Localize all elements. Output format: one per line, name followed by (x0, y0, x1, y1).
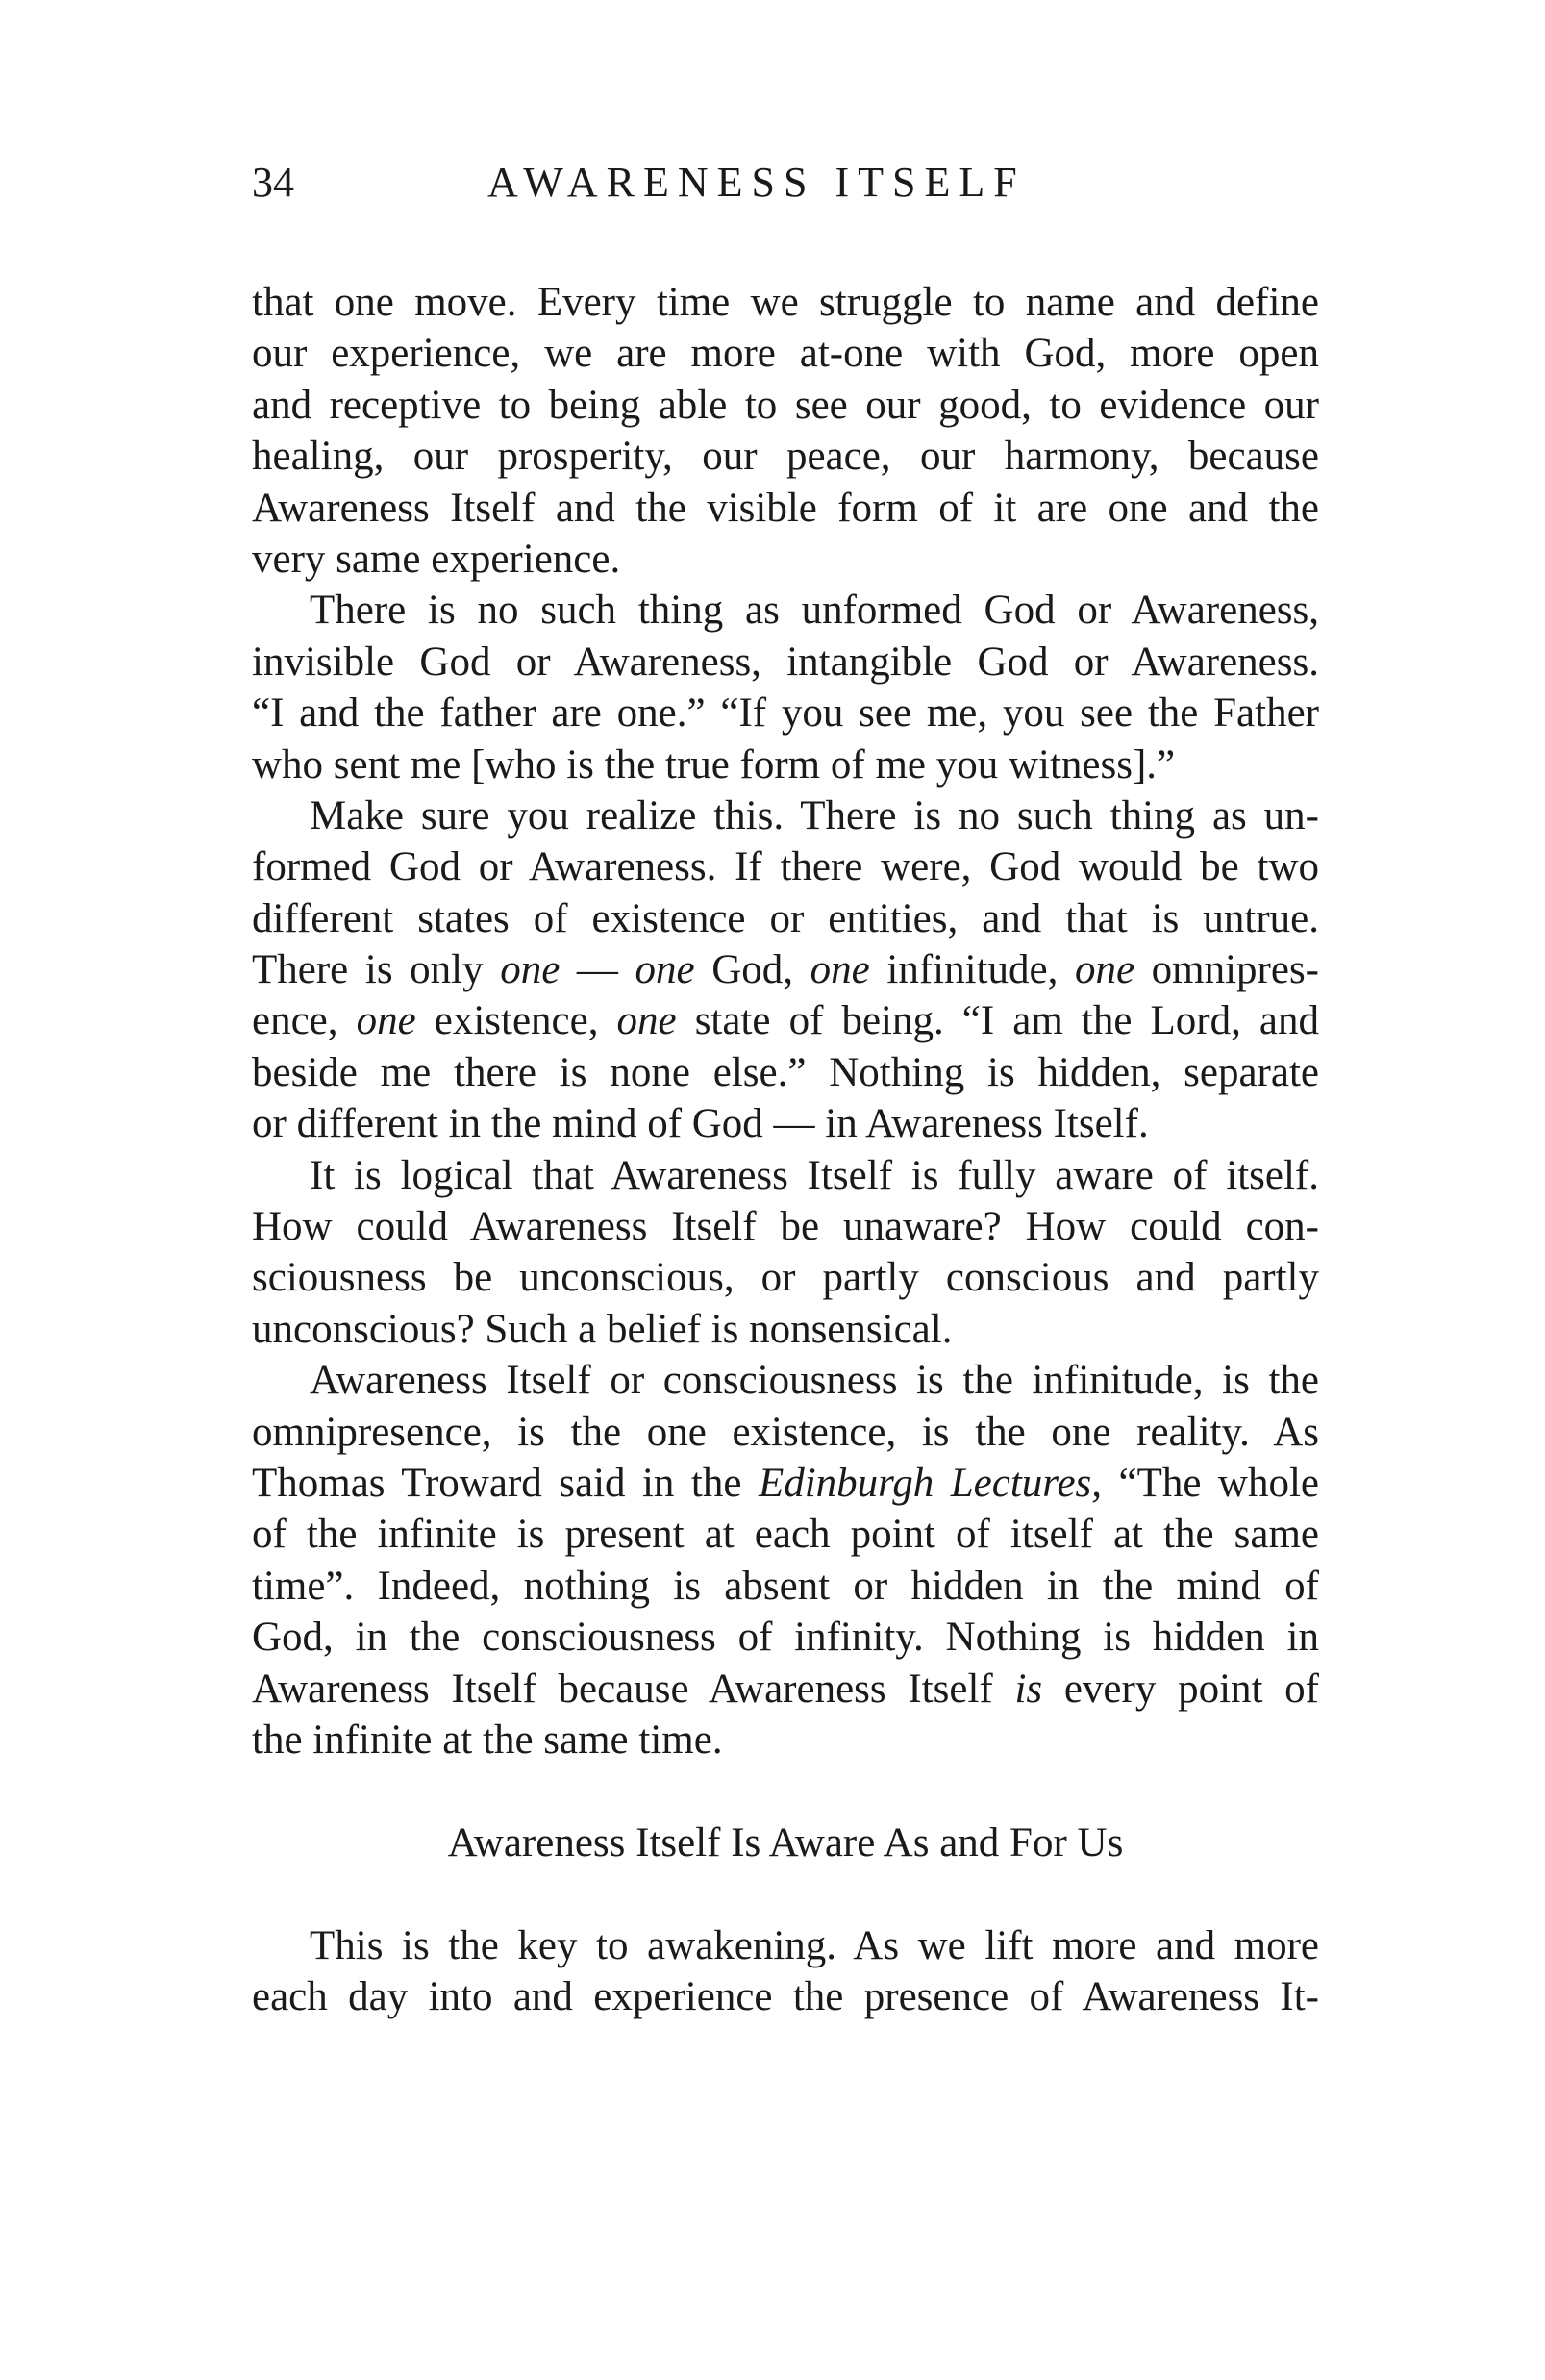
text-span: God, (694, 947, 810, 993)
text-line: invisible God or Awareness, intangible God or Awareness. (252, 639, 1319, 685)
text-line: our experience, we are more at-one with God, more open (252, 331, 1319, 377)
running-title: AWARENESS ITSELF (487, 159, 1026, 206)
text-line: “I and the father are one.” “If you see me, you see the Father (252, 690, 1319, 737)
emphasis: one (810, 947, 870, 993)
text-span: “The whole (1102, 1460, 1319, 1506)
text-line: Awareness Itself and the visible form of it are one and the (252, 485, 1319, 531)
text-line (252, 1458, 1319, 1509)
text-line: that one move. Every time we struggle to name and define (252, 280, 1319, 325)
text-line: or different in the mind of God — in Awareness Itself. (252, 1101, 1149, 1147)
page-number: 34 (252, 159, 294, 206)
text-line: This is the key to awakening. As we lift more and more (310, 1922, 1319, 1968)
text-span: Awareness Itself because Awareness Itself (252, 1666, 1015, 1712)
blank-line (252, 1868, 1319, 1919)
text-line: God, in the consciousness of infinity. Nothing is hidden in (252, 1615, 1319, 1661)
text-span: omnipres- (1134, 947, 1319, 993)
text-line: who sent me [who is the true form of me you witness].” (252, 741, 1176, 788)
text-line (252, 995, 1319, 1046)
text-line: healing, our prosperity, our peace, our harmony, because (252, 434, 1319, 480)
text-span: Thomas Troward said in the (252, 1460, 759, 1506)
text-line: the infinite at the same time. (252, 1716, 723, 1763)
text-line: Awareness Itself or consciousness is the infinitude, is the (310, 1358, 1319, 1404)
text-line: very same experience. (252, 536, 621, 582)
text-line: Make sure you realize this. There is no such thing as un- (310, 792, 1319, 839)
text-line: time”. Indeed, nothing is absent or hidden in the mind of (252, 1563, 1319, 1609)
text-line: There is no such thing as unformed God or Awareness, (310, 588, 1319, 634)
text-span: state of being. “I am the Lord, and (676, 998, 1319, 1044)
text-span: every point of (1042, 1666, 1320, 1712)
text-line: each day into and experience the presence of Awareness It- (252, 1973, 1319, 2019)
text-span: ence, (252, 998, 357, 1044)
text-line (252, 1664, 1319, 1715)
text-line: formed God or Awareness. If there were, God would be two (252, 844, 1319, 890)
emphasis: one (635, 947, 695, 993)
text-line: and receptive to being able to see our good, to evidence our (252, 382, 1319, 428)
emphasis: is (1014, 1666, 1043, 1712)
text-line: sciousness be unconscious, or partly conscious and partly (252, 1255, 1319, 1301)
text-line: It is logical that Awareness Itself is fully aware of itself. (310, 1152, 1319, 1198)
text-line: of the infinite is present at each point of itself at the same (252, 1512, 1319, 1558)
emphasis: one (1074, 947, 1135, 993)
text-span: infinitude, (869, 947, 1075, 993)
emphasis: one (356, 998, 416, 1044)
text-line: omnipresence, is the one existence, is the one reality. As (252, 1409, 1319, 1455)
text-line: beside me there is none else.” Nothing is hidden, separate (252, 1049, 1319, 1095)
body-text (252, 277, 1319, 2022)
text-line: How could Awareness Itself be unaware? How could con- (252, 1204, 1319, 1250)
text-line (252, 944, 1319, 995)
text-span: There is only (252, 947, 501, 993)
text-span: — (560, 947, 635, 993)
emphasis: one (500, 947, 561, 993)
text-line: different states of existence or entities, and that is untrue. (252, 895, 1319, 941)
book-title: Edinburgh Lectures, (758, 1460, 1103, 1506)
text-line: unconscious? Such a belief is nonsensical. (252, 1306, 953, 1352)
blank-line (252, 1766, 1319, 1816)
running-head (252, 154, 1319, 212)
emphasis: one (616, 998, 677, 1044)
section-heading: Awareness Itself Is Aware As and For Us (447, 1819, 1124, 1866)
text-span: existence, (415, 998, 617, 1044)
